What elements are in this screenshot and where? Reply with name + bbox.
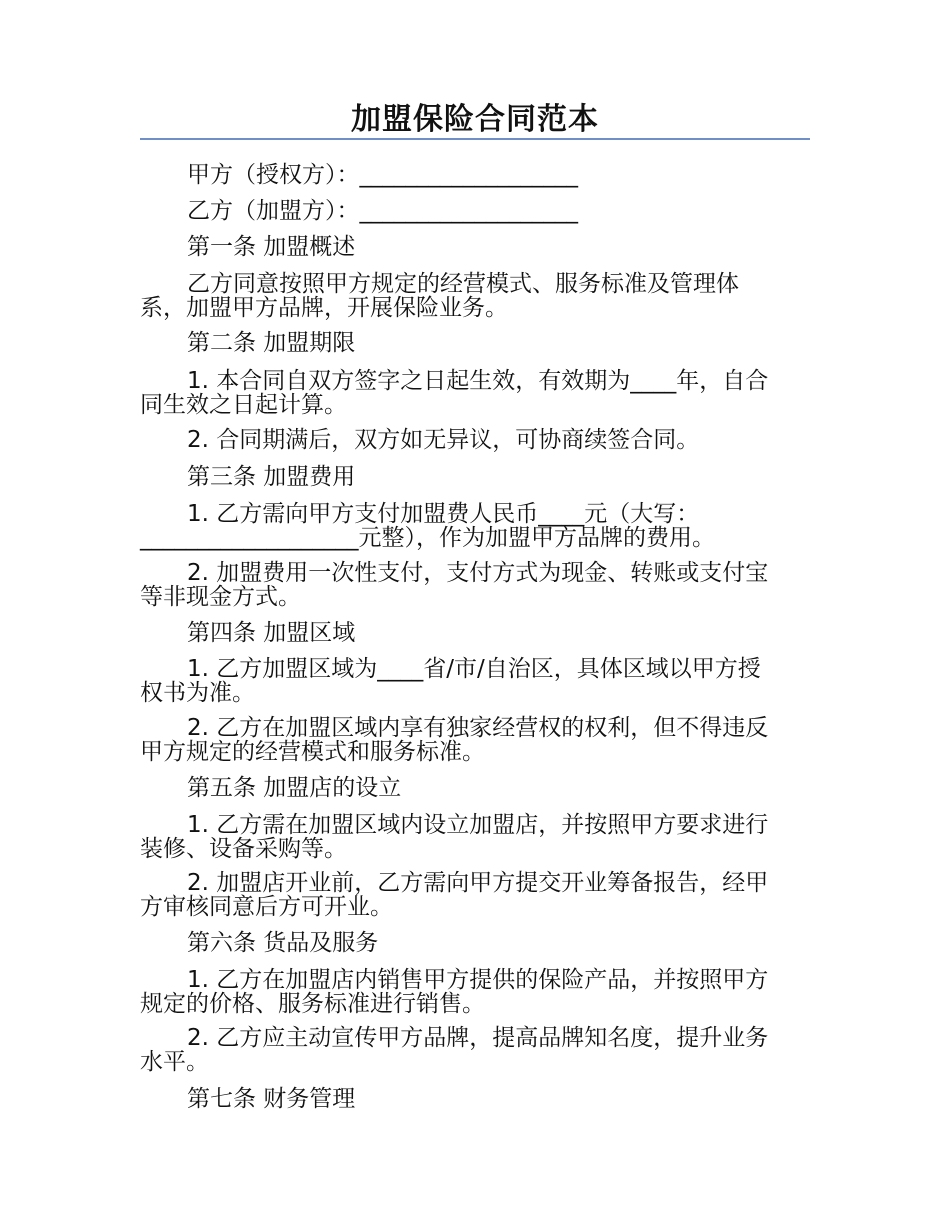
paragraph-line: 2. 乙方在加盟区域内享有独家经营权的权利，但不得违反 (187, 715, 769, 741)
paragraph-line: 同生效之日起计算。 (140, 392, 347, 418)
article-6-heading: 第六条 货品及服务 (187, 930, 379, 956)
article-4-heading: 第四条 加盟区域 (187, 620, 356, 646)
party-b-line: 乙方（加盟方）：___________________ (187, 198, 578, 224)
paragraph-line: 1. 乙方加盟区域为____省/市/自治区，具体区域以甲方授 (187, 656, 761, 682)
article-7-heading: 第七条 财务管理 (187, 1086, 356, 1112)
article-6-paragraph-2 (140, 1026, 810, 1074)
article-2-paragraph-2: 2. 合同期满后，双方如无异议，可协商续签合同。 (187, 427, 700, 453)
paragraph-line: 水平。 (140, 1049, 209, 1075)
paragraph-line: 甲方规定的经营模式和服务标准。 (140, 739, 485, 765)
paragraph-line: 1. 乙方在加盟店内销售甲方提供的保险产品，并按照甲方 (187, 967, 769, 993)
paragraph-line: 权书为准。 (140, 680, 255, 706)
title-underline (140, 138, 810, 140)
article-4-paragraph-1 (140, 657, 810, 705)
paragraph-line: 系，加盟甲方品牌，开展保险业务。 (140, 295, 508, 321)
article-2-heading: 第二条 加盟期限 (187, 330, 356, 356)
paragraph-line: 1. 本合同自双方签字之日起生效，有效期为____年，自合 (187, 368, 769, 394)
article-5-paragraph-2 (140, 871, 810, 919)
article-3-heading: 第三条 加盟费用 (187, 464, 356, 490)
paragraph-line: 1. 乙方需在加盟区域内设立加盟店，并按照甲方要求进行 (187, 812, 769, 838)
paragraph-line: 方审核同意后方可开业。 (140, 894, 393, 920)
paragraph-line: 1. 乙方需向甲方支付加盟费人民币____元（大写： (187, 501, 700, 527)
article-3-paragraph-1 (140, 502, 810, 550)
paragraph-line: 等非现金方式。 (140, 584, 301, 610)
article-6-paragraph-1 (140, 968, 810, 1016)
article-1-paragraph-1 (140, 272, 810, 320)
party-a-line: 甲方（授权方）：___________________ (187, 162, 578, 188)
paragraph-line: 2. 加盟费用一次性支付，支付方式为现金、转账或支付宝 (187, 560, 769, 586)
article-2-paragraph-1 (140, 369, 810, 417)
article-3-paragraph-2 (140, 561, 810, 609)
article-1-heading: 第一条 加盟概述 (187, 234, 356, 260)
paragraph-line: 规定的价格、服务标准进行销售。 (140, 991, 485, 1017)
paragraph-line: 乙方同意按照甲方规定的经营模式、服务标准及管理体 (187, 271, 739, 297)
paragraph-line: 2. 乙方应主动宣传甲方品牌，提高品牌知名度，提升业务 (187, 1025, 769, 1051)
paragraph-line: ___________________元整），作为加盟甲方品牌的费用。 (140, 525, 715, 551)
article-5-paragraph-1 (140, 813, 810, 861)
article-5-heading: 第五条 加盟店的设立 (187, 775, 402, 801)
paragraph-line: 装修、设备采购等。 (140, 836, 347, 862)
paragraph-line: 2. 加盟店开业前，乙方需向甲方提交开业筹备报告，经甲 (187, 870, 769, 896)
article-4-paragraph-2 (140, 716, 810, 764)
document-title: 加盟保险合同范本 (351, 102, 599, 137)
